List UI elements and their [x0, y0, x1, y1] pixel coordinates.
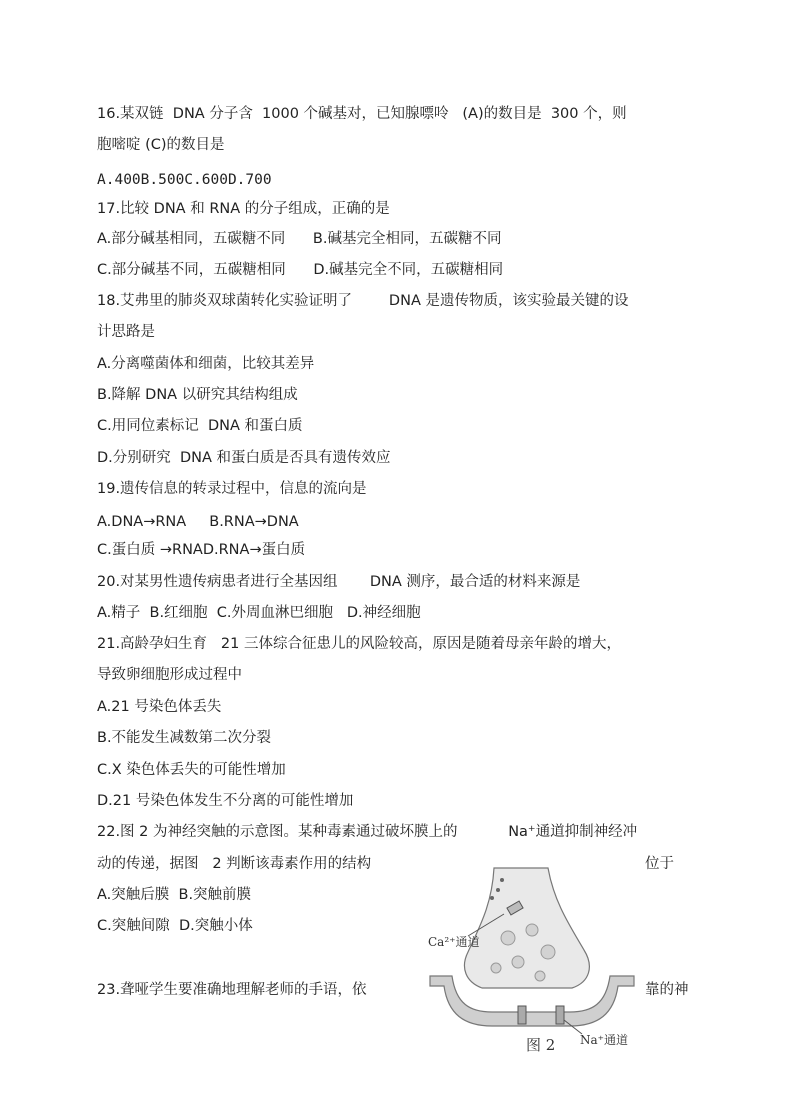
- q23-stem-line1-end: 靠的神: [645, 982, 689, 998]
- q22-stem-line2-end: 位于: [645, 856, 674, 872]
- q17-stem: 17.比较 DNA 和 RNA 的分子组成，正确的是: [97, 201, 390, 217]
- na-channel: [518, 1006, 526, 1024]
- q23-stem-line1: 23.聋哑学生要准确地理解老师的手语，依: [97, 982, 367, 998]
- q18-option-a: A.分离噬菌体和细菌，比较其差异: [97, 356, 315, 372]
- synaptic-vesicle: [535, 971, 545, 981]
- ca-channel-label: Ca²⁺通道: [428, 935, 480, 949]
- q21-stem-line2: 导致卵细胞形成过程中: [97, 667, 242, 683]
- q18-option-d: D.分别研究 DNA 和蛋白质是否具有遗传效应: [97, 450, 391, 466]
- q19-stem: 19.遗传信息的转录过程中，信息的流向是: [97, 481, 367, 497]
- q21-option-a: A.21 号染色体丢失: [97, 699, 222, 715]
- q20-stem: 20.对某男性遗传病患者进行全基因组 DNA 测序，最合适的材料来源是: [97, 574, 581, 590]
- q19-options-cd: C.蛋白质 →RNAD.RNA→蛋白质: [97, 542, 306, 558]
- q21-stem-line1: 21.高龄孕妇生育 21 三体综合征患儿的风险较高，原因是随着母亲年龄的增大，: [97, 636, 621, 652]
- q18-option-b: B.降解 DNA 以研究其结构组成: [97, 387, 298, 403]
- synaptic-vesicle: [512, 956, 524, 968]
- q21-option-d: D.21 号染色体发生不分离的可能性增加: [97, 793, 354, 809]
- q22-stem-line2: 动的传递，据图 2 判断该毒素作用的结构: [97, 856, 372, 872]
- q16-stem-line1: 16.某双链 DNA 分子含 1000 个碱基对，已知腺嘌呤 (A)的数目是 300 个，则: [97, 106, 627, 122]
- q18-option-c: C.用同位素标记 DNA 和蛋白质: [97, 418, 303, 434]
- synaptic-vesicle: [491, 963, 501, 973]
- synaptic-vesicle: [541, 945, 555, 959]
- q16-options: A.400B.500C.600D.700: [97, 172, 272, 188]
- q16-stem-line2: 胞嘧啶 (C)的数目是: [97, 137, 225, 153]
- q19-options-ab: A.DNA→RNA B.RNA→DNA: [97, 514, 299, 530]
- q21-option-c: C.X 染色体丢失的可能性增加: [97, 762, 286, 778]
- na-channel-label: Na⁺通道: [580, 1033, 628, 1047]
- q20-options: A.精子 B.红细胞 C.外周血淋巴细胞 D.神经细胞: [97, 605, 421, 621]
- q22-options-cd: C.突触间隙 D.突触小体: [97, 918, 253, 934]
- synapse-diagram: [422, 864, 640, 1056]
- q18-stem-line1: 18.艾弗里的肺炎双球菌转化实验证明了 DNA 是遗传物质，该实验最关键的设: [97, 293, 629, 309]
- q17-options-cd: C.部分碱基不同，五碳糖相同 D.碱基完全不同，五碳糖相同: [97, 262, 504, 278]
- figure-caption: 图 2: [526, 1036, 556, 1054]
- q22-options-ab: A.突触后膜 B.突触前膜: [97, 887, 252, 903]
- na-channel: [556, 1006, 564, 1024]
- q18-stem-line2: 计思路是: [97, 324, 155, 340]
- q17-options-ab: A.部分碱基相同，五碳糖不同 B.碱基完全相同，五碳糖不同: [97, 231, 502, 247]
- synaptic-vesicle: [526, 924, 538, 936]
- q21-option-b: B.不能发生减数第二次分裂: [97, 730, 272, 746]
- synaptic-vesicle: [501, 931, 515, 945]
- q22-stem-line1: 22.图 2 为神经突触的示意图。某种毒素通过破坏膜上的 Na⁺通道抑制神经冲: [97, 824, 638, 840]
